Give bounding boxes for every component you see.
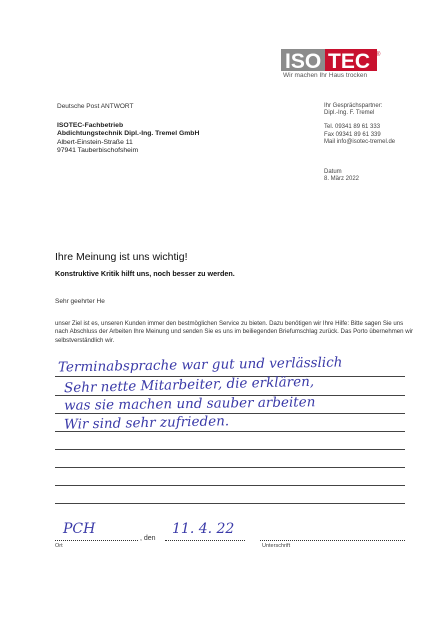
recipient-line2: Abdichtungstechnik Dipl.-Ing. Tremel GmbH [57, 130, 200, 138]
contact-mail: Mail info@isotec-tremel.de [324, 138, 396, 145]
page-title: Ihre Meinung ist uns wichtig! [55, 251, 188, 263]
feedback-handwriting-line4: Wir sind sehr zufrieden. [63, 413, 230, 433]
ruled-line-6 [55, 467, 405, 468]
feedback-handwriting-line1: Terminabsprache war gut und verlässlich [57, 354, 343, 376]
contact-tel: Tel. 09341 89 61 333 [324, 124, 381, 131]
feedback-handwriting-line3: was sie machen und sauber arbeiten [63, 394, 316, 414]
signed-date-line [165, 540, 245, 541]
logo-tec-text: TEC [328, 50, 370, 72]
registered-mark: ® [376, 52, 381, 58]
place-line [55, 540, 138, 541]
logo-tagline: Wir machen Ihr Haus trocken [283, 72, 368, 79]
ruled-line-8 [55, 503, 405, 504]
logo-iso-text: ISO [285, 50, 322, 72]
contact-block [324, 103, 395, 146]
recipient-address [57, 122, 199, 156]
page-subtitle: Konstruktive Kritik hilft uns, noch besser zu werden. [55, 269, 235, 278]
contact-name: Dipl.-Ing. F. Tremel [324, 110, 375, 117]
date-value: 8. März 2022 [324, 176, 360, 183]
contact-fax: Fax 09341 89 61 339 [324, 131, 381, 138]
isotec-logo [281, 48, 381, 72]
feedback-handwriting-line2: Sehr nette Mitarbeiter, die erklären, [63, 373, 315, 397]
recipient-city: 97941 Tauberbischofsheim [57, 147, 139, 155]
place-handwriting: PCH [63, 521, 96, 537]
recipient-street: Albert-Einstein-Straße 11 [57, 138, 133, 146]
date-label: Datum [324, 169, 342, 175]
date-block [324, 169, 359, 183]
signed-date-handwriting: 11. 4. 22 [172, 521, 235, 537]
intro-paragraph: unser Ziel ist es, unseren Kunden immer den bestmöglichen Service zu bieten. Dazu benötigen wir Ihre Hilfe: Bitte sagen Sie uns nach Abschluss der Arbeiten Ihre Meinung und senden Sie es uns im beiliegenden Briefumschlag zurück. Das Porto übernehmen wir selbstverständlich wir. [55, 320, 414, 344]
date-prefix: , den [140, 535, 156, 542]
signature-label: Unterschrift [262, 543, 291, 549]
sender-line: Deutsche Post ANTWORT [57, 103, 134, 110]
ruled-line-7 [55, 485, 405, 486]
isotec-logo-graphic [281, 48, 381, 72]
signature-line [260, 540, 405, 541]
recipient-line1: ISOTEC-Fachbetrieb [57, 122, 124, 129]
contact-label: Ihr Gesprächspartner: [324, 103, 383, 109]
place-label: Ort [55, 543, 63, 549]
ruled-line-5 [55, 449, 405, 450]
salutation: Sehr geehrter He [55, 298, 105, 305]
